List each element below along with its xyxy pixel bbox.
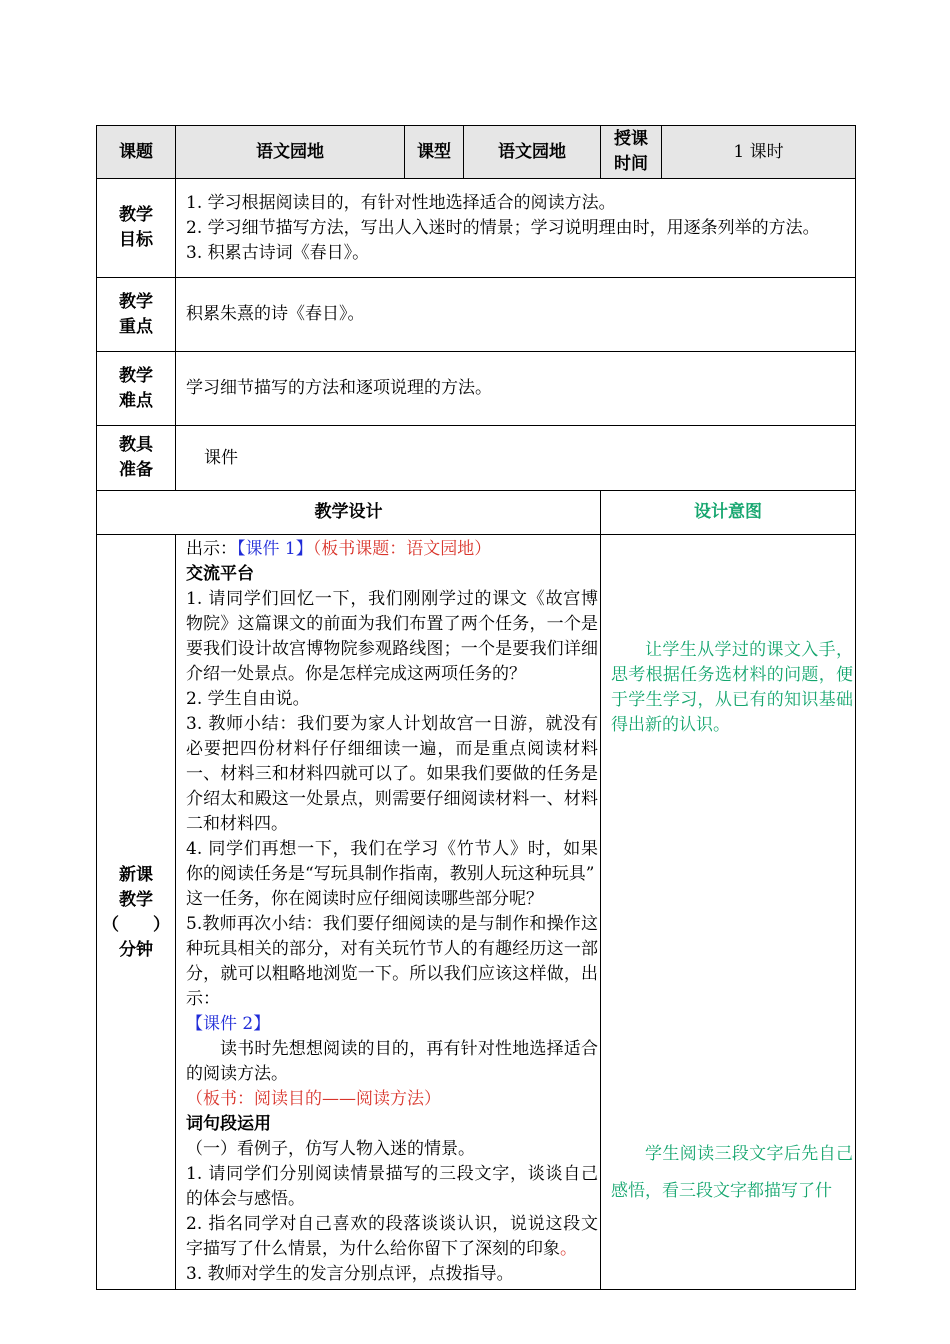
intent-heading: 设计意图 xyxy=(601,491,856,535)
difficulties-label-1: 教学 xyxy=(119,365,153,386)
time-label xyxy=(601,126,662,179)
paragraph-text: 2. 指名同学对自己喜欢的段落谈谈认识，说说这段文字描写了什么情景，为什么给你留下了深刻的印象 xyxy=(186,1214,598,1259)
period-mark: 。 xyxy=(560,1239,577,1259)
paragraph: 这一任务，你在阅读时应仔细阅读哪些部分呢？ xyxy=(186,889,543,909)
difficulties-text: 学习细节描写的方法和逐项说理的方法。 xyxy=(176,352,856,426)
show-prefix: 出示： xyxy=(186,539,237,559)
key-points-row xyxy=(97,278,856,352)
intent-block xyxy=(611,638,853,1210)
section-label-1: 新课 xyxy=(119,865,153,885)
difficulties-label-2: 难点 xyxy=(119,390,153,411)
topic-value: 语文园地 xyxy=(176,126,405,179)
goals-label xyxy=(97,179,176,278)
type-value: 语文园地 xyxy=(464,126,601,179)
paragraph: 读书时先想想阅读的目的，再有针对性地选择适合的阅读方法。 xyxy=(186,1039,598,1084)
paragraph: 3. 教师对学生的发言分别点评，点拨指导。 xyxy=(186,1264,514,1284)
paragraph: 1. 请同学们分别阅读情景描写的三段文字，谈谈自己的体会与感悟。 xyxy=(186,1164,598,1209)
key-points-label-2: 重点 xyxy=(119,316,153,337)
key-points-label-1: 教学 xyxy=(119,291,153,312)
tools-label-1: 教具 xyxy=(119,435,153,455)
design-content xyxy=(176,535,601,1290)
design-heading: 教学设计 xyxy=(97,491,601,535)
paragraph: 5.教师再次小结：我们要仔细阅读的是与制作和操作这种玩具相关的部分，对有关玩竹节人的有趣经历这一部分，就可以粗略地浏览一下。所以我们应该这样做，出示： xyxy=(186,914,598,1009)
courseware-2: 【课件 2】 xyxy=(186,1014,271,1034)
paragraph: 3. 教师小结：我们要为家人计划故宫一日游，就没有必要把四份材料仔仔细细读一遍，而是重点阅读材料一、材料三和材料四就可以了。如果我们要做的任务是介绍太和殿这一处景点，则需要仔细阅读材料一、材料二和材料四。 xyxy=(186,714,598,834)
paragraph: 1. 请同学们回忆一下，我们刚刚学过的课文《故宫博物院》这篇课文的前面为我们布置了两个任务，一个是要我们设计故宫博物院参观路线图；一个是要我们详细介绍一处景点。你是怎样完成这两项任务的？ xyxy=(186,589,598,684)
tools-text: 课件 xyxy=(176,426,856,491)
board-method: （板书：阅读目的——阅读方法） xyxy=(186,1089,441,1109)
paragraph xyxy=(186,1212,598,1262)
words-heading: 词句段运用 xyxy=(186,1114,271,1134)
section-label-4: 分钟 xyxy=(119,940,153,960)
paragraph: 4. 同学们再想一下，我们在学习《竹节人》时，如果你的阅读任务是“写玩具制作指南，教别人玩这种玩具” xyxy=(186,839,598,884)
goals-label-2: 目标 xyxy=(119,230,153,250)
intent-paragraph: 让学生从学过的课文入手，思考根据任务选材料的问题，便于学生学习，从已有的知识基础得出新的认识。 xyxy=(611,640,853,735)
goal-item: 2. 学习细节描写方法，写出人入迷时的情景；学习说明理由时，用逐条列举的方法。 xyxy=(186,217,820,238)
paragraph: （一）看例子，仿写人物入迷的情景。 xyxy=(186,1139,475,1159)
section-label-3: （ ） xyxy=(102,915,170,935)
difficulties-row xyxy=(97,352,856,426)
design-heading-row xyxy=(97,491,856,535)
goals-row xyxy=(97,179,856,278)
intent-content xyxy=(601,535,856,1290)
design-body-row xyxy=(97,535,856,1290)
show-courseware-1 xyxy=(186,537,598,562)
paragraph: 2. 学生自由说。 xyxy=(186,689,310,709)
key-points-label xyxy=(97,278,176,352)
goal-item: 1. 学习根据阅读目的，有针对性地选择适合的阅读方法。 xyxy=(186,192,616,213)
goals-content xyxy=(176,179,856,278)
section-label xyxy=(97,535,176,1290)
intent-paragraph: 学生阅读三段文字后先自己感悟，看三段文字都描写了什 xyxy=(611,1144,853,1201)
time-label-line-2: 时间 xyxy=(614,154,648,174)
goal-item: 3. 积累古诗词《春日》。 xyxy=(186,242,370,263)
topic-label: 课题 xyxy=(97,126,176,179)
tools-label-2: 准备 xyxy=(119,460,153,480)
difficulties-label xyxy=(97,352,176,426)
goals-label-1: 教学 xyxy=(119,205,153,225)
tools-row xyxy=(97,426,856,491)
board-title: （板书课题：语文园地） xyxy=(312,539,492,559)
courseware-1: 【课件 1】 xyxy=(237,539,313,559)
platform-heading: 交流平台 xyxy=(186,564,254,584)
time-label-line-1: 授课 xyxy=(614,129,648,149)
key-points-text: 积累朱熹的诗《春日》。 xyxy=(176,278,856,352)
tools-label xyxy=(97,426,176,491)
type-label: 课型 xyxy=(405,126,464,179)
header-row xyxy=(97,126,856,179)
section-label-2: 教学 xyxy=(119,890,153,910)
lesson-plan-table xyxy=(96,125,856,1290)
time-value: 1 课时 xyxy=(662,126,856,179)
